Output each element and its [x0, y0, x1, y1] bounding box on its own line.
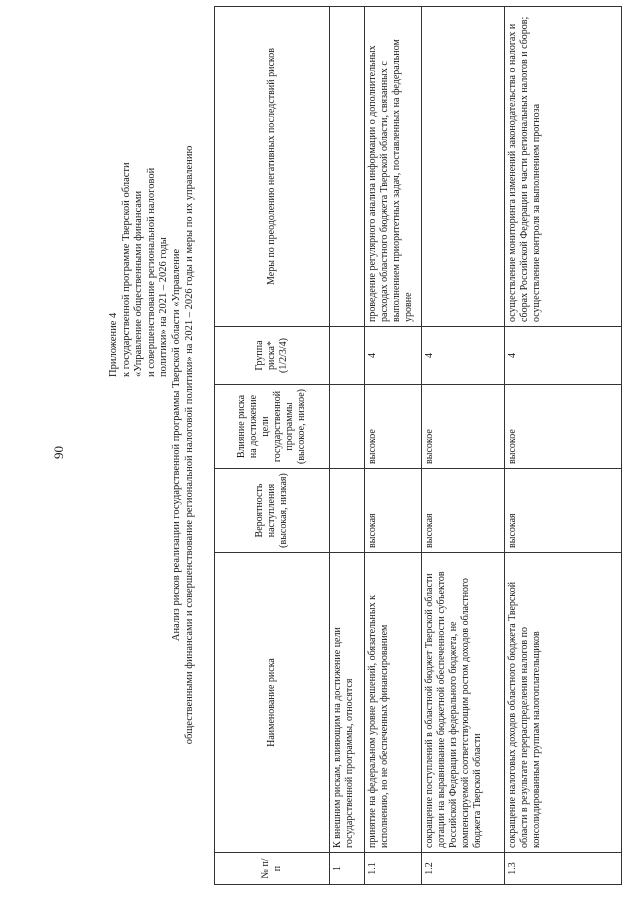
page-number: 90 — [51, 446, 66, 459]
cell-name: сокращение поступлений в областной бюджет Тверской области дотации на выравнивание бюджетной обеспеченности субъектов Российской Федерации из федерального бюджета, не компенсируемой соответствующим ростом доходов областного бюджета Тверской области — [422, 553, 505, 853]
cell-measures: осуществление мониторинга изменений законодательства о налогах и сборах Российской Федерации в части региональных налогов и сборов; осуществление контроля за выполнением прогноза — [505, 7, 622, 327]
cell-measures: проведение регулярного анализа информации о дополнительных расходах областного бюджета Тверской области, связанных с выполнением приоритетных задач, поставленных на федеральном уровне — [365, 7, 422, 327]
cell-group — [330, 327, 365, 385]
cell-probability: высокая — [422, 469, 505, 553]
header-probability: Вероятность наступления (высокая, низкая) — [215, 469, 330, 553]
cell-impact: высокое — [365, 385, 422, 469]
header-impact: Влияние риска на достижение цели государственной программы (высокое, низкое) — [215, 385, 330, 469]
cell-impact — [330, 385, 365, 469]
cell-group: 4 — [505, 327, 622, 385]
cell-probability — [330, 469, 365, 553]
cell-measures — [330, 7, 365, 327]
cell-group: 4 — [422, 327, 505, 385]
cell-group: 4 — [365, 327, 422, 385]
title-line: Анализ рисков реализации государственной программы Тверской области «Управление — [171, 248, 182, 642]
appendix-line: политики» на 2021 – 2026 годы — [158, 237, 169, 377]
cell-measures — [422, 7, 505, 327]
appendix-line: «Управление общественными финансами — [133, 190, 144, 377]
header-num: № п/п — [215, 853, 330, 885]
header-name: Наименование риска — [215, 553, 330, 853]
table-row — [330, 7, 365, 885]
cell-probability: высокая — [505, 469, 622, 553]
appendix-line: и совершенствование региональной налоговой — [145, 167, 157, 377]
table-header-row — [215, 7, 330, 885]
appendix-note — [108, 17, 171, 377]
cell-num: 1 — [330, 853, 365, 885]
cell-probability: высокая — [365, 469, 422, 553]
cell-num: 1.3 — [505, 853, 622, 885]
cell-num: 1.2 — [422, 853, 505, 885]
cell-impact: высокое — [505, 385, 622, 469]
table-row — [505, 7, 622, 885]
appendix-line: к государственной программе Тверской области — [120, 162, 132, 377]
table-row — [365, 7, 422, 885]
cell-num: 1.1 — [365, 853, 422, 885]
header-group: Группа риска* (1/2/3/4) — [215, 327, 330, 385]
cell-name: принятие на федеральном уровне решений, обязательных к исполнению, но не обеспеченных финансированием — [365, 553, 422, 853]
cell-name: сокращение налоговых доходов областного бюджета Тверской области в результате перераспределения налогов по консолидированным группам налогоплательщиков — [505, 553, 622, 853]
risk-table — [214, 6, 622, 885]
title-line: общественными финансами и совершенствование региональной налоговой политики» на 2021 – 2026 годы и меры по их управлению — [184, 145, 195, 745]
table-row — [422, 7, 505, 885]
cell-impact: высокое — [422, 385, 505, 469]
document-title — [170, 95, 196, 795]
header-measures: Меры по преодолению негативных последствий рисков — [215, 7, 330, 327]
cell-name: К внешним рискам, влияющим на достижение цели государственной программы, относятся — [330, 553, 365, 853]
appendix-line: Приложение 4 — [108, 312, 119, 377]
